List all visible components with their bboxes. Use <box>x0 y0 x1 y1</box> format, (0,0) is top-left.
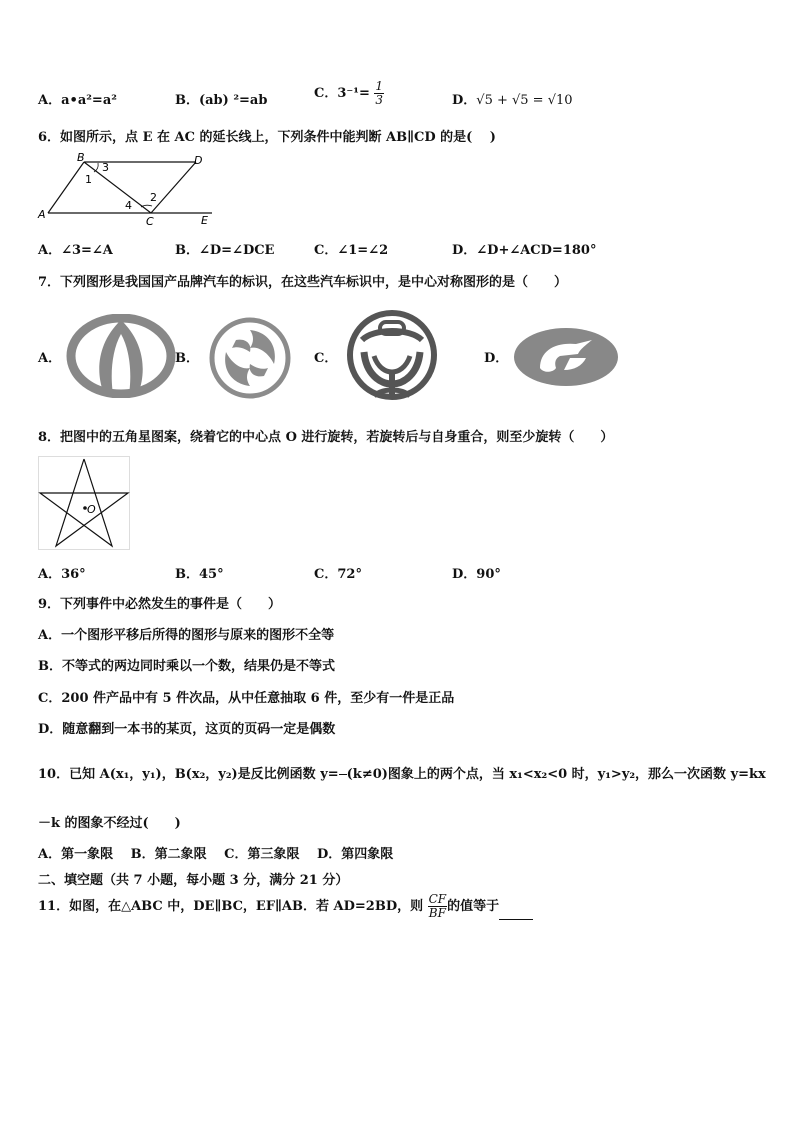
q11-stem-start: 11．如图，在△ABC 中，DE∥BC，EF∥AB．若 AD=2BD，则 <box>38 899 424 914</box>
q5-option-d <box>452 89 573 108</box>
logo-b-image <box>206 316 294 400</box>
q10-stem-part2: (k≠0)图象上的两个点，当 x₁<x₂<0 时，y₁>y₂，那么一次函数 y=kx <box>346 767 766 782</box>
q6-option-c: C．∠1=∠2 <box>314 243 389 258</box>
q10-options: A．第一象限 B．第二象限 C．第三象限 D．第四象限 <box>38 847 394 862</box>
q8-option-b: B．45° <box>175 567 224 582</box>
q11-stem <box>38 893 533 920</box>
q5-c-denominator: 3 <box>375 93 384 107</box>
q11-fraction-numerator: CF <box>428 892 447 906</box>
q11-answer-blank <box>499 907 533 920</box>
q11-fraction <box>428 893 448 920</box>
q6-option-a: A．∠3=∠A <box>38 243 113 258</box>
logo-d-image <box>510 324 622 390</box>
q9-option-c: C．200 件产品中有 5 件次品，从中任意抽取 6 件，至少有一件是正品 <box>38 691 455 706</box>
q5-option-c-fraction <box>374 80 384 107</box>
q6-label-e: E <box>201 214 208 227</box>
q5-c-numerator: 1 <box>375 79 384 93</box>
q6-option-b: B．∠D=∠DCE <box>175 243 275 258</box>
q6-angle-4: 4 <box>125 199 132 212</box>
q8-star-figure <box>38 456 130 550</box>
q9-stem: 9．下列事件中必然发生的事件是（ ） <box>38 597 282 612</box>
logo-a-image <box>66 314 176 398</box>
q6-label-d: D <box>194 154 203 167</box>
q10-stem-line1 <box>38 763 766 782</box>
q10-stem-part1: 10．已知 A(x₁，y₁)，B(x₂，y₂)是反比例函数 y= <box>38 767 339 782</box>
q11-fraction-denominator: BF <box>428 906 446 920</box>
q5-option-c <box>314 80 384 107</box>
q8-stem: 8．把图中的五角星图案，绕着它的中心点 O 进行旋转，若旋转后与自身重合，则至少旋转（ ） <box>38 430 614 445</box>
q8-option-a: A．36° <box>38 567 86 582</box>
q7-label-a: A． <box>38 351 62 366</box>
q6-stem: 6．如图所示，点 E 在 AC 的延长线上，下列条件中能判断 AB∥CD 的是( ) <box>38 130 496 145</box>
q8-center-label: O <box>87 503 96 516</box>
q6-angle-2: 2 <box>150 191 157 204</box>
q10-stem-line2: －k 的图象不经过( ) <box>38 816 181 831</box>
q5-option-d-prefix: D． <box>452 93 477 108</box>
q6-label-c: C <box>146 215 154 228</box>
section-2-heading: 二、填空题（共 7 小题，每小题 3 分，满分 21 分） <box>38 873 349 888</box>
q8-option-d: D．90° <box>452 567 501 582</box>
q6-figure <box>36 152 216 228</box>
q8-option-c: C．72° <box>314 567 362 582</box>
q5-option-d-formula: √5 + √5 = √10 <box>476 93 573 108</box>
q10-function-fraction <box>339 767 347 782</box>
q5-option-a: A．a•a²=a² <box>38 93 117 108</box>
q5-option-b: B．(ab) ²=ab <box>175 93 268 108</box>
q6-angle-1: 1 <box>85 173 92 186</box>
q9-option-d: D．随意翻到一本书的某页，这页的页码一定是偶数 <box>38 722 336 737</box>
q6-angle-3: 3 <box>102 161 109 174</box>
q9-option-a: A．一个图形平移后所得的图形与原来的图形不全等 <box>38 628 335 643</box>
q11-stem-end: 的值等于 <box>447 899 500 914</box>
q5-option-c-prefix: C．3⁻¹= <box>314 86 370 101</box>
q7-label-c: C． <box>314 351 338 366</box>
q9-option-b: B．不等式的两边同时乘以一个数，结果仍是不等式 <box>38 659 335 674</box>
q6-label-a: A <box>38 208 46 221</box>
q7-label-b: B． <box>175 351 199 366</box>
logo-c-image <box>344 310 440 400</box>
q7-stem: 7．下列图形是我国国产品牌汽车的标识，在这些汽车标识中，是中心对称图形的是（ ） <box>38 275 568 290</box>
q7-label-d: D． <box>484 351 509 366</box>
q6-option-d: D．∠D+∠ACD=180° <box>452 243 597 258</box>
q6-label-b: B <box>77 152 85 164</box>
